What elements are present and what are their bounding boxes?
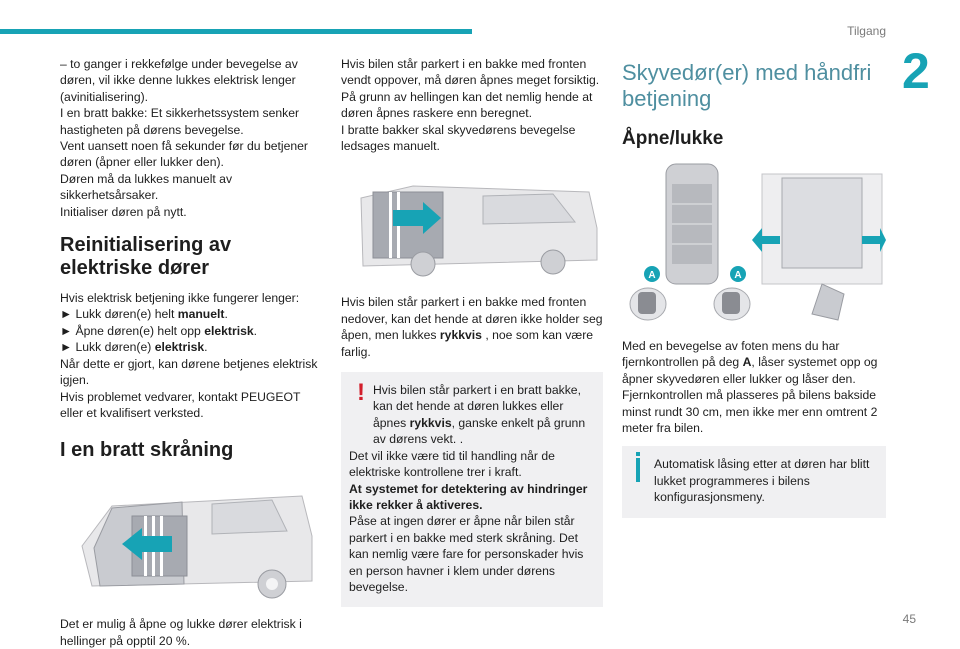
paragraph: I en bratt bakke: Et sikkerhetssystem senker hastigheten på dørens bevegelse. — [60, 106, 300, 137]
step-item: ► Lukk døren(e) helt manuelt. — [60, 307, 228, 322]
paragraph: Fjernkontrollen må plasseres på bilens bakside minst rundt 30 cm, men ikke mer enn omtrent 2 meter fra bilen. — [622, 388, 878, 436]
column-3 — [622, 56, 886, 518]
heading-reinit: Reinitialisering av elektriske dører — [60, 234, 232, 280]
info-box — [622, 446, 886, 517]
warning-icon: ! — [357, 379, 365, 407]
paragraph: Det er mulig å åpne og lukke dører elektrisk i hellinger på opptil 20 %. — [60, 617, 302, 648]
heading-open-close: Åpne/lukke — [622, 128, 724, 149]
warning-text: At systemet for detektering av hindringer ikke rekker å aktiveres. — [349, 481, 588, 512]
paragraph: Hvis bilen står parkert i en bakke med fronten vendt oppover, må døren åpnes meget forsiktig. På grunn av hellingen kan det nemlig hende at døren åpnes raskere enn beregnet. — [341, 57, 600, 121]
heading-slope: I en bratt skråning — [60, 439, 234, 462]
step-item: ► Åpne døren(e) helt opp elektrisk. — [60, 323, 258, 338]
paragraph: Hvis elektrisk betjening ikke fungerer lenger: — [60, 291, 300, 306]
warning-text: Hvis bilen står parkert i en bratt bakke, kan det hende at døren lukkes eller åpnes rykkvis, ganske enkelt på grunn av dørens vekt. . — [373, 383, 586, 447]
paragraph: Med en bevegelse av foten mens du har fjernkontrollen på deg A, låser systemet opp og åpner skyvedøren eller lukker og låser den. — [622, 339, 878, 386]
paragraph: Vent uansett noen få sekunder før du betjener døren (åpner eller lukker den). — [60, 139, 308, 170]
paragraph: – to ganger i rekkefølge under bevegelse av døren, vil ikke denne lukkes elektrisk lenger (avinitialisering). — [60, 57, 298, 104]
info-icon — [636, 458, 640, 482]
heading-handsfree: Skyvedør(er) med håndfri betjening — [622, 60, 872, 111]
page-number: 45 — [902, 612, 916, 626]
label-a-right: A — [734, 270, 742, 281]
paragraph: Initialiser døren på nytt. — [60, 204, 187, 219]
handsfree-door-illustration — [622, 164, 886, 324]
paragraph: Når dette er gjort, kan dørene betjenes elektrisk igjen. — [60, 356, 318, 388]
column-1 — [60, 56, 322, 649]
van-door-closing-illustration — [72, 476, 320, 606]
paragraph: Hvis problemet vedvarer, kontakt PEUGEOT eller et kvalifisert verksted. — [60, 389, 301, 420]
van-door-opening-illustration — [353, 168, 601, 278]
section-title: Tilgang — [847, 24, 886, 38]
info-text: Automatisk låsing etter at døren har blitt lukket programmeres i bilens konfigurasjonsmeny. — [654, 457, 870, 505]
warning-text: Det vil ikke være tid til handling når de elektriske kontrollene trer i kraft. — [349, 448, 555, 480]
label-a-left: A — [648, 270, 656, 281]
step-item: ► Lukk døren(e) elektrisk. — [60, 340, 208, 355]
paragraph: Døren må da lukkes manuelt av sikkerhetsårsaker. — [60, 171, 233, 203]
top-accent-bar — [0, 29, 472, 34]
warning-text: Påse at ingen dører er åpne når bilen står parkert i en bakke med sterk skråning. Det kan nemlig være fare for personskader hvis en person havner i klem under dørens bevegelse. — [349, 514, 584, 594]
paragraph: I bratte bakker skal skyvedørens bevegelse ledsages manuelt. — [341, 122, 576, 154]
column-2 — [341, 56, 603, 607]
warning-box — [341, 372, 603, 607]
chapter-number: 2 — [902, 43, 930, 99]
paragraph: Hvis bilen står parkert i en bakke med fronten nedover, kan det hende at døren ikke holder seg åpen, men lukkes rykkvis , noe som kan være farlig. — [341, 295, 603, 359]
